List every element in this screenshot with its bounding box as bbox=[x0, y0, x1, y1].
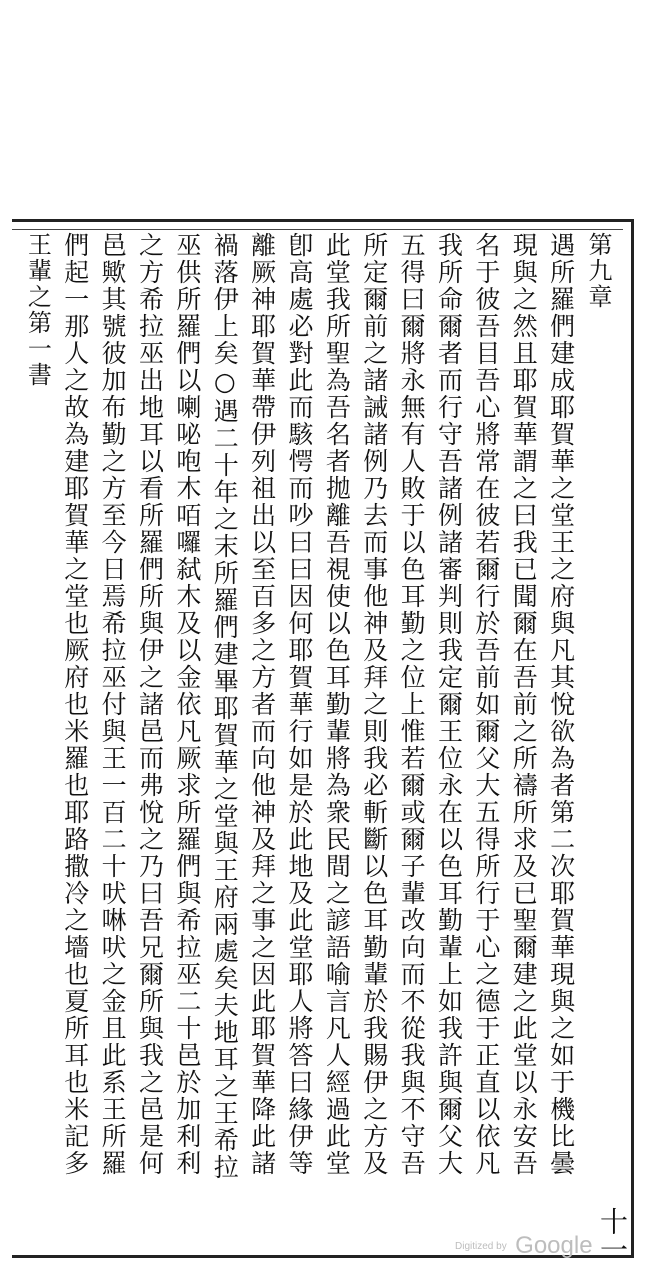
chapter-heading: 第九章 bbox=[584, 232, 612, 310]
text-column: 現與之然且耶賀華謂之曰我已聞爾在吾前之所禱所求及已聖爾建之此堂以永安吾 bbox=[509, 232, 539, 1177]
text-column: 卽高處必對此而駭愕而吵曰曰因何耶賀華行如是於此地及此堂耶人將答曰緣伊等 bbox=[285, 232, 314, 1177]
text-column: 巫供所羅們以喇咇咆木咟囉弑木及以金依凡厥求所羅們與希拉巫二十邑於加利利 bbox=[172, 232, 202, 1177]
text-column: 禍落伊上矣○遇二十年之末所羅們建畢耶賀華之堂與王府兩處矣夫地耳之王希拉 bbox=[210, 232, 240, 1181]
text-column: 們起一那人之故為建耶賀華之堂也厥府也米羅也耶路撒冷之墻也夏所耳也米記多 bbox=[60, 232, 90, 1177]
book-title-footer: 王輩之第一書 bbox=[23, 232, 52, 388]
text-column: 離厥神耶賀華帶伊列祖出以至百多之方者而向他神及拜之事之因此耶賀華降此諸 bbox=[247, 232, 277, 1177]
text-column: 此堂我所聖為吾名者拋離吾視使以色耳勤輩將為衆民間之諺語喻言凡人經過此堂 bbox=[322, 232, 352, 1177]
google-logo: Google bbox=[515, 1232, 593, 1259]
watermark-prefix: Digitized by bbox=[455, 1240, 507, 1252]
frame-rule bbox=[12, 229, 623, 230]
page-number: 十一 bbox=[596, 1207, 629, 1263]
text-column: 所定爾前之諸誡諸例乃去而事他神及拜之則我必斬斷以色耳勤輩於我賜伊之方及 bbox=[359, 232, 389, 1177]
text-column: 邑歟其號彼加布勤之方至今日焉希拉巫付與王一百二十吠啉吠之金且此系王所羅 bbox=[98, 232, 128, 1177]
text-column: 我所命爾者而行守吾諸例諸審判則我定爾王位永在以色耳勤輩上如我許與爾父大 bbox=[434, 232, 464, 1177]
text-column: 名于彼吾目吾心將常在彼若爾行於吾前如爾父大五得所行于心之德于正直以依凡 bbox=[471, 232, 501, 1177]
google-watermark bbox=[455, 1232, 593, 1260]
text-column: 遇所羅們建成耶賀華之堂王之府與凡其悅欲為者第二次耶賀華現與之如于機比曇 bbox=[546, 232, 576, 1177]
page-text bbox=[20, 232, 618, 1242]
text-column: 之方希拉巫出地耳以看所羅們所與伊之諸邑而弗悅之乃曰吾兄爾所與我之邑是何 bbox=[135, 232, 165, 1177]
text-column: 五得曰爾將永無有人敗于以色耳勤之位上惟若爾或爾子輩改向而不從我與不守吾 bbox=[397, 232, 427, 1177]
